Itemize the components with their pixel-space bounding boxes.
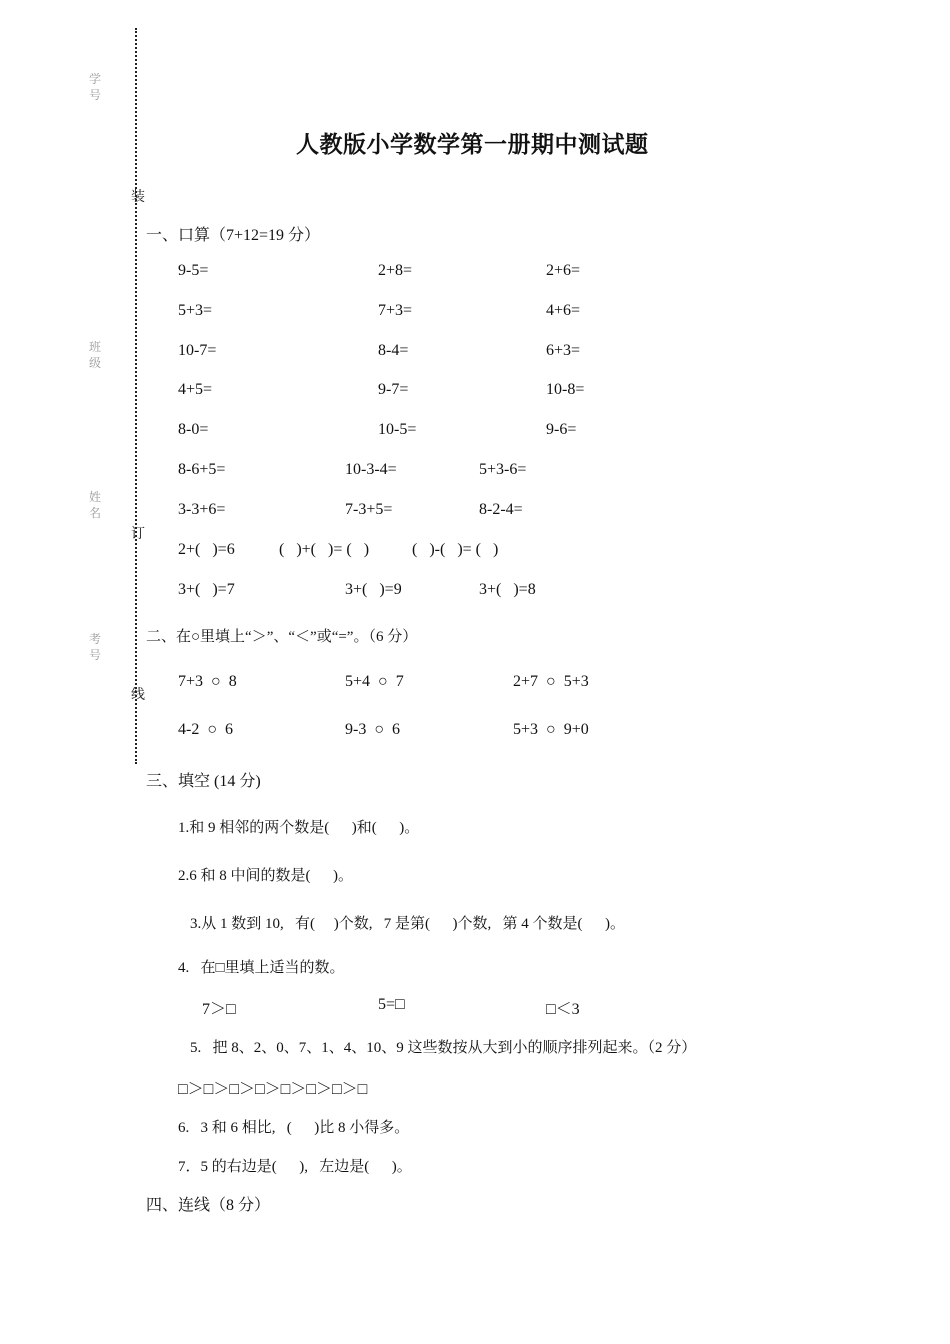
calc-item: 3-3+6=	[178, 501, 226, 518]
calc-item: 9-7=	[378, 381, 409, 398]
fill-blank-item: ( )-( )= ( )	[412, 541, 499, 558]
margin-label-hao2: 号	[89, 648, 102, 662]
calc-item: 9-5=	[178, 262, 209, 279]
fill-question-5: 5. 把 8、2、0、7、1、4、10、9 这些数按从大到小的顺序排列起来。（2 分）	[190, 1040, 697, 1056]
calc-item: 7-3+5=	[345, 501, 393, 518]
calc-item: 9-6=	[546, 421, 577, 438]
section-1-heading: 一、口算（7+12=19 分）	[146, 227, 321, 244]
calc-item: 8-2-4=	[479, 501, 523, 518]
margin-label-xing: 姓	[89, 490, 102, 504]
calc-item: 5+3-6=	[479, 461, 527, 478]
binding-char-xian: 线	[131, 688, 145, 703]
compare-item: 7+3 ○ 8	[178, 673, 237, 690]
margin-label-kao: 考	[89, 632, 102, 646]
calc-item: 6+3=	[546, 342, 581, 359]
box-item: 7＞□	[202, 1001, 236, 1018]
calc-item: 5+3=	[178, 302, 213, 319]
order-boxes: □＞□＞□＞□＞□＞□＞□＞□	[178, 1081, 368, 1098]
margin-label-ji: 级	[89, 356, 102, 370]
compare-item: 5+4 ○ 7	[345, 673, 404, 690]
fill-question-7: 7．5 的右边是( ), 左边是( )。	[178, 1159, 412, 1175]
box-item: 5=□	[378, 996, 405, 1013]
calc-item: 10-3-4=	[345, 461, 397, 478]
calc-item: 2+8=	[378, 262, 413, 279]
calc-item: 10-7=	[178, 342, 217, 359]
box-item: □＜3	[546, 1001, 580, 1018]
margin-label-ming: 名	[89, 506, 102, 520]
compare-item: 4-2 ○ 6	[178, 721, 233, 738]
calc-item: 8-4=	[378, 342, 409, 359]
fill-blank-item: 2+( )=6	[178, 541, 235, 558]
section-4-heading: 四、连线（8 分）	[146, 1197, 271, 1214]
section-3-heading: 三、填空 (14 分)	[146, 773, 261, 790]
fill-blank-item: 3+( )=7	[178, 581, 235, 598]
calc-item: 8-6+5=	[178, 461, 226, 478]
margin-label-hao: 号	[89, 88, 102, 102]
page-title: 人教版小学数学第一册期中测试题	[296, 132, 649, 157]
fill-question-6: 6. 3 和 6 相比, ( )比 8 小得多。	[178, 1120, 410, 1136]
calc-item: 10-8=	[546, 381, 585, 398]
margin-label-ban: 班	[89, 340, 102, 354]
calc-item: 4+5=	[178, 381, 213, 398]
calc-item: 4+6=	[546, 302, 581, 319]
fill-question-2: 2.6 和 8 中间的数是( )。	[178, 868, 353, 884]
fill-blank-item: 3+( )=8	[479, 581, 536, 598]
binding-dotted-line	[135, 28, 137, 764]
compare-item: 2+7 ○ 5+3	[513, 673, 589, 690]
margin-label-xue: 学	[89, 72, 102, 86]
compare-item: 5+3 ○ 9+0	[513, 721, 589, 738]
calc-item: 7+3=	[378, 302, 413, 319]
fill-blank-item: ( )+( )= ( )	[279, 541, 370, 558]
fill-question-1: 1.和 9 相邻的两个数是( )和( )。	[178, 820, 420, 836]
calc-item: 10-5=	[378, 421, 417, 438]
compare-item: 9-3 ○ 6	[345, 721, 400, 738]
binding-char-ding: 订	[131, 527, 145, 542]
section-2-heading: 二、在○里填上“＞”、“＜”或“=”。（6 分）	[146, 629, 418, 645]
fill-question-4: 4. 在□里填上适当的数。	[178, 960, 345, 976]
fill-question-3: 3.从 1 数到 10, 有( )个数, 7 是第( )个数, 第 4 个数是( )。	[190, 916, 625, 932]
calc-item: 2+6=	[546, 262, 581, 279]
binding-char-zhuang: 装	[131, 190, 145, 205]
calc-item: 8-0=	[178, 421, 209, 438]
fill-blank-item: 3+( )=9	[345, 581, 402, 598]
